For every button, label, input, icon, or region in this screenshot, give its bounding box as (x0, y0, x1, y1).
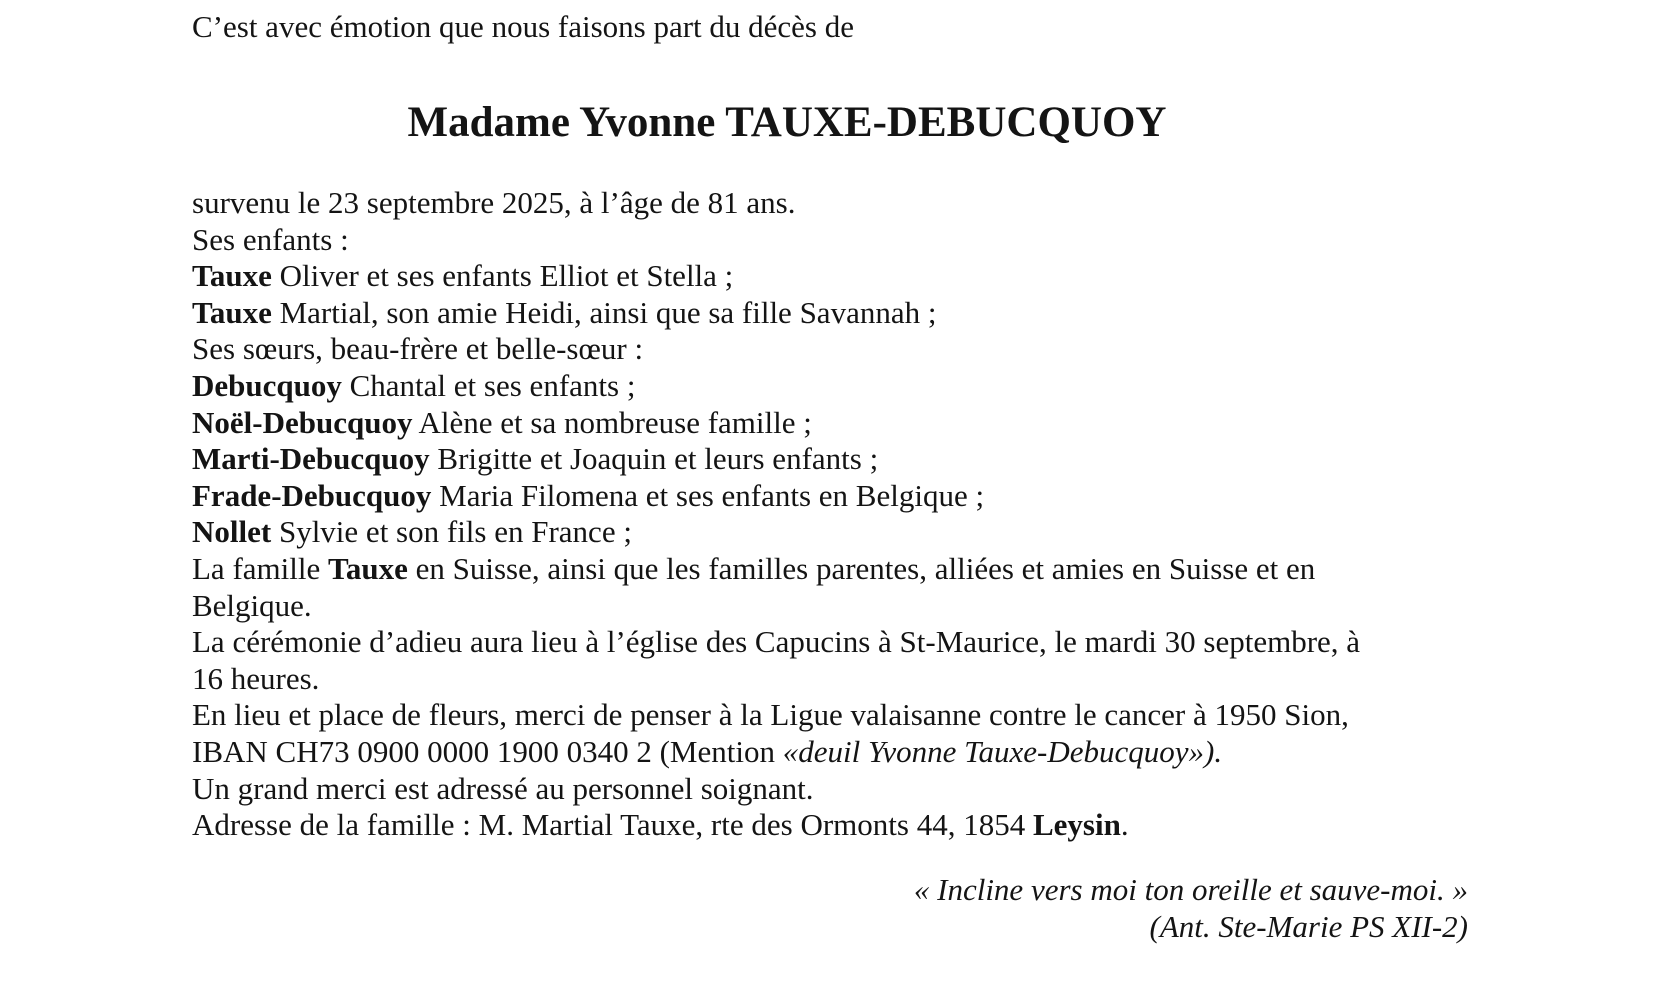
body-line-segment: En lieu et place de fleurs, merci de penser à la Ligue valaisanne contre le cancer à 1950 Sion, (192, 697, 1349, 733)
body-line (192, 514, 1468, 551)
body-line-segment: survenu le 23 septembre 2025, à l’âge de 81 ans. (192, 185, 796, 220)
body-line-segment: Ses enfants : (192, 221, 349, 257)
body-line-segment: Un grand merci est adressé au personnel soignant. (192, 770, 814, 806)
body-lines (192, 185, 1468, 844)
body-line-segment: La famille (192, 550, 328, 586)
body-line-segment: Oliver et ses enfants Elliot et Stella ; (271, 258, 734, 294)
body-line (192, 807, 1468, 844)
body-line (192, 222, 1468, 259)
closing-quote (192, 871, 1468, 946)
body-line-segment: Brigitte et Joaquin et leurs enfants ; (429, 441, 879, 477)
body-line (192, 697, 1468, 734)
body-line (192, 405, 1468, 442)
body-line-segment: Maria Filomena et ses enfants en Belgique ; (431, 477, 985, 513)
body-line (192, 624, 1468, 661)
body-line (192, 295, 1468, 332)
body-line-segment: Chantal et ses enfants ; (341, 367, 636, 403)
body-line (192, 551, 1468, 588)
page-title: Madame Yvonne TAUXE-DEBUCQUOY (407, 99, 1167, 146)
body-line-segment: Noël-Debucquoy (192, 404, 413, 440)
body-line-segment: Ses sœurs, beau-frère et belle-sœur : (192, 331, 644, 367)
body-line-segment: Marti-Debucquoy (192, 441, 430, 477)
body-line-segment: Belgique. (192, 587, 312, 623)
body-line (192, 331, 1468, 368)
body-line (192, 441, 1468, 478)
body-line-segment: Martial, son amie Heidi, ainsi que sa fille Savannah ; (271, 294, 937, 330)
body-line (192, 661, 1468, 698)
body-line-segment: . (1120, 807, 1129, 843)
body-line-segment: La cérémonie d’adieu aura lieu à l’église des Capucins à St-Maurice, le mardi 30 septembre, à (192, 624, 1361, 660)
intro-line: C’est avec émotion que nous faisons part du décès de (192, 9, 855, 44)
body-line (192, 185, 1468, 222)
body-line (192, 258, 1468, 295)
body-line-segment: Tauxe (328, 550, 408, 586)
body-line (192, 368, 1468, 405)
body-line-segment: Sylvie et son fils en France ; (271, 514, 632, 550)
body-line-segment: Tauxe (192, 294, 272, 330)
body-line-segment: 16 heures. (192, 660, 320, 696)
body-line (192, 478, 1468, 515)
body-line-segment: «deuil Yvonne Tauxe-Debucquoy»). (782, 733, 1223, 769)
body-line (192, 588, 1468, 625)
body-line-segment: Nollet (192, 514, 272, 550)
body-line-segment: Debucquoy (192, 367, 342, 403)
body-line (192, 771, 1468, 808)
body-line-segment: en Suisse, ainsi que les familles parentes, alliées et amies en Suisse et en (407, 550, 1316, 586)
closing-quote-line1: « Incline vers moi ton oreille et sauve-moi. » (913, 871, 1468, 907)
body-line-segment: Leysin (1032, 807, 1121, 843)
body-line-segment: Frade-Debucquoy (192, 477, 432, 513)
closing-quote-line2: (Ant. Ste-Marie PS XII-2) (1149, 909, 1468, 945)
body-line (192, 734, 1468, 771)
body-line-segment: IBAN CH73 0900 0000 1900 0340 2 (Mention (192, 733, 783, 769)
body-line-segment: Adresse de la famille : M. Martial Tauxe, rte des Ormonts 44, 1854 (192, 807, 1033, 843)
body-line-segment: Tauxe (192, 258, 272, 294)
body-line-segment: Alène et sa nombreuse famille ; (412, 404, 812, 440)
